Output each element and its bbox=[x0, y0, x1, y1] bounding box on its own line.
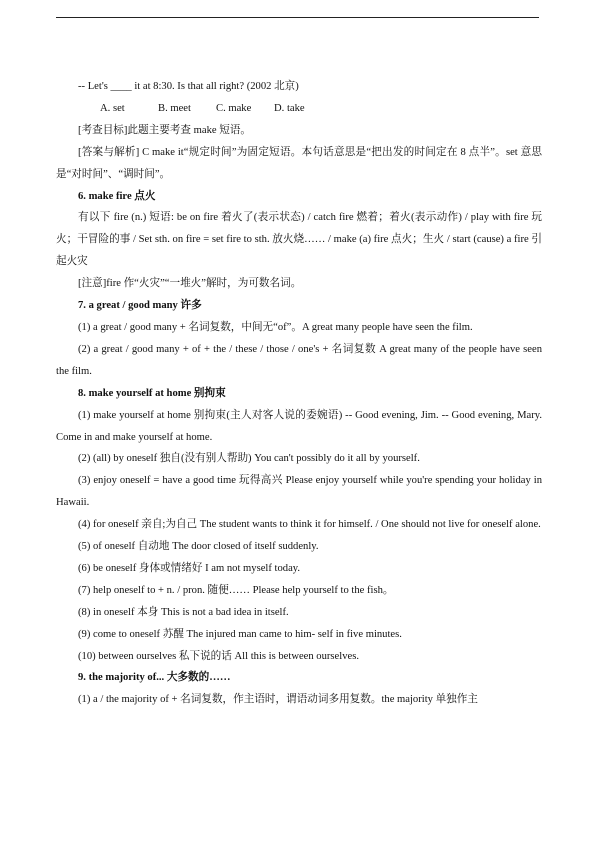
section-6-note: [注意]fire 作“火灾”“一堆火”解时，为可数名词。 bbox=[78, 278, 302, 290]
answer-explanation: [答案与解析] C make it“规定时间”为固定短语。本句话意思是“把出发的时间定在 8 点半”。set 意思是“对时间”、“调时间”。 bbox=[56, 146, 542, 180]
section-8-item: (8) in oneself 本身 This is not a bad idea in itself. bbox=[78, 606, 289, 618]
section-8-item: (10) between ourselves 私下说的话 All this is between ourselves. bbox=[78, 650, 359, 662]
section-8-heading: 8. make yourself at home 别拘束 bbox=[78, 387, 226, 399]
section-8-item: (3) enjoy oneself = have a good time 玩得高兴 Please enjoy yourself while you're spending your holiday in Hawaii. bbox=[56, 475, 542, 509]
section-8-item: (6) be oneself 身体或情绪好 I am not myself today. bbox=[78, 562, 301, 574]
question-line: -- Let's ____ it at 8:30. Is that all right? (2002 北京) bbox=[78, 81, 299, 92]
section-7-item: (2) a great / good many + of + the / these / those / one's + 名词复数 A great many of the people have seen the film. bbox=[56, 343, 542, 377]
section-8-item: (9) come to oneself 苏醒 The injured man came to him- self in five minutes. bbox=[78, 628, 402, 640]
option-b: B. meet bbox=[158, 102, 191, 114]
section-6-phrases: 有以下 fire (n.) 短语: be on fire 着火了(表示状态) / catch fire 燃着；着火(表示动作) / play with fire 玩火；干冒险的事 / Set sth. on fire = set fire to sth. 放火烧…… / make (a) fire 点火；生火 / start (cause) a fire 引起火灾 bbox=[56, 212, 542, 268]
section-7-item: (1) a great / good many + 名词复数，中间无“of”。A great many people have seen the film. bbox=[78, 321, 473, 333]
section-8-item: (2) (all) by oneself 独自(没有别人帮助) You can't possibly do it all by yourself. bbox=[78, 453, 420, 465]
section-8-item: (5) of oneself 自动地 The door closed of itself suddenly. bbox=[78, 541, 319, 553]
header-rule bbox=[56, 17, 539, 18]
document-body bbox=[56, 76, 542, 711]
section-8-item: (4) for oneself 亲自;为自己 The student wants to think it for himself. / One should not live for oneself alone. bbox=[78, 519, 541, 531]
section-8-item: (7) help oneself to + n. / pron. 随便…… Please help yourself to the fish。 bbox=[78, 584, 394, 596]
option-c: C. make bbox=[216, 102, 252, 114]
answer-options bbox=[56, 98, 542, 120]
option-d: D. take bbox=[274, 102, 305, 114]
exam-target: [考查目标]此题主要考查 make 短语。 bbox=[78, 124, 252, 136]
section-6-heading: 6. make fire 点火 bbox=[78, 190, 156, 202]
section-8-item: (1) make yourself at home 别拘束(主人对客人说的委婉语) -- Good evening, Jim. -- Good evening, Mary. Come in and make yourself at home. bbox=[56, 409, 542, 443]
option-a: A. set bbox=[100, 102, 125, 114]
section-7-heading: 7. a great / good many 许多 bbox=[78, 300, 202, 312]
section-9-heading: 9. the majority of... 大多数的…… bbox=[78, 672, 231, 684]
section-9-item: (1) a / the majority of + 名词复数，作主语时，谓语动词多用复数。the majority 单独作主 bbox=[78, 694, 478, 706]
